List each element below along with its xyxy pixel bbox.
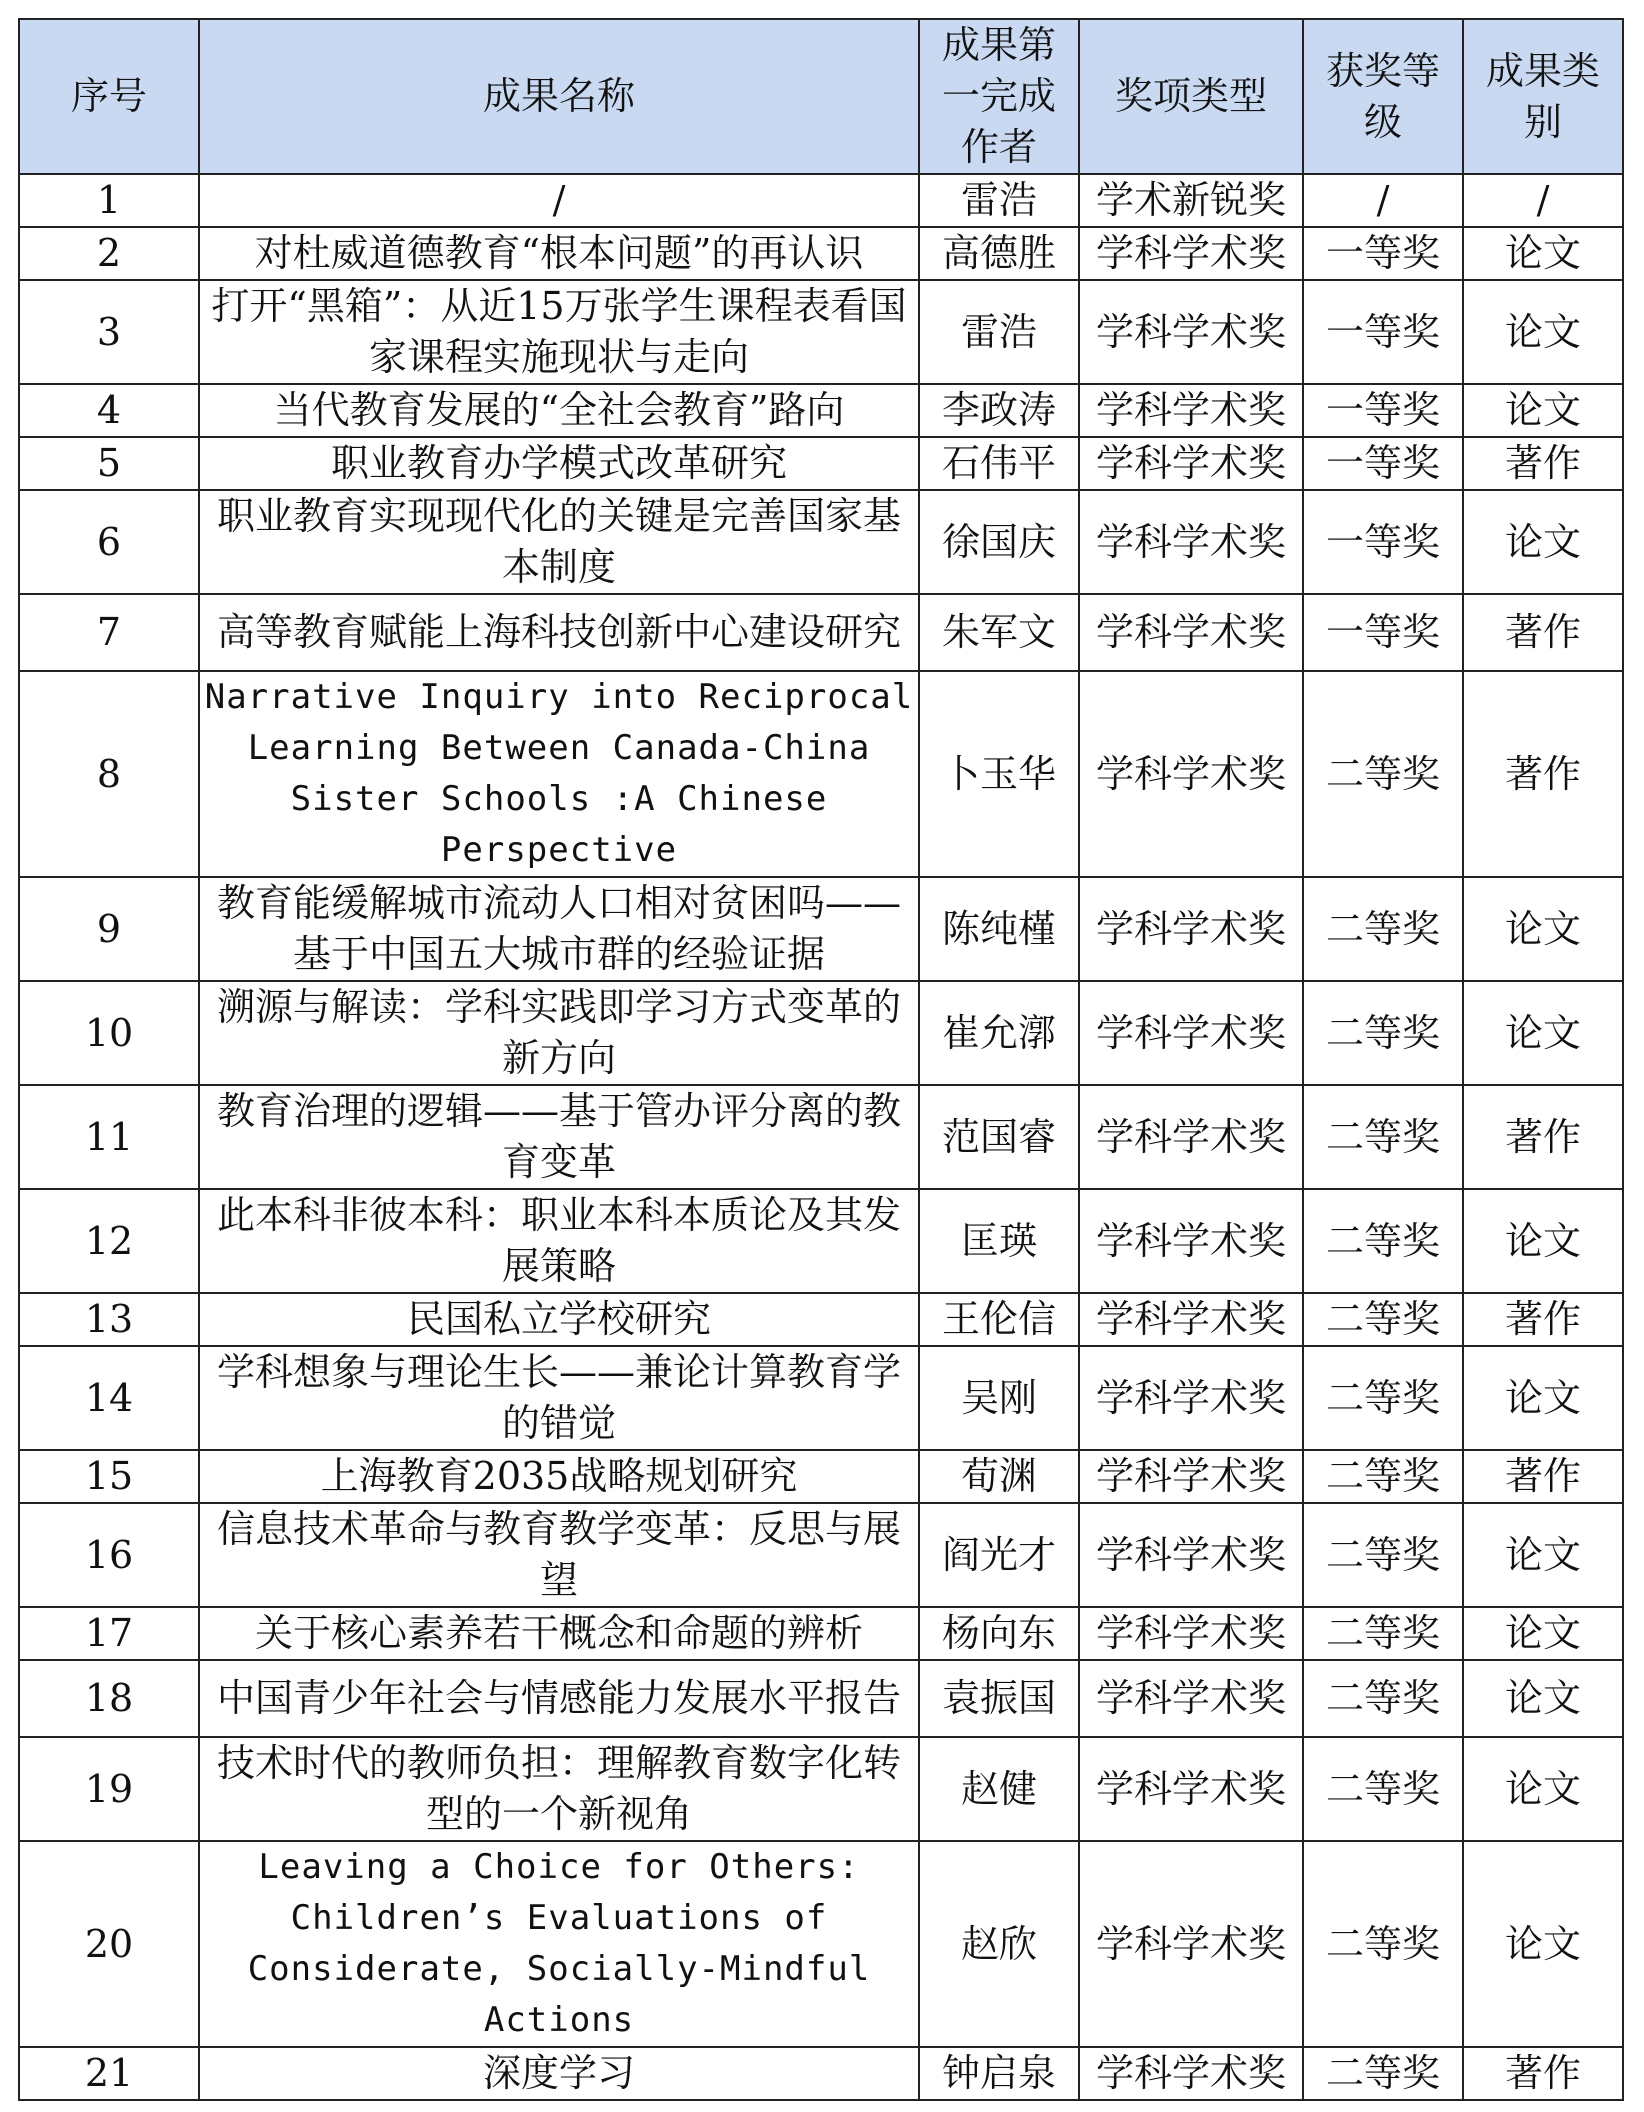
cell-award-type: 学科学术奖 [1079,280,1303,384]
cell-first-author: 袁振国 [919,1660,1079,1737]
cell-award-type: 学科学术奖 [1079,437,1303,490]
cell-achievement-title: / [199,174,919,227]
cell-serial-number: 11 [19,1085,199,1189]
cell-award-type: 学科学术奖 [1079,490,1303,594]
cell-achievement-category: 论文 [1463,1607,1623,1660]
cell-achievement-category: 论文 [1463,227,1623,280]
cell-first-author: 石伟平 [919,437,1079,490]
awards-sheet [18,18,1622,2101]
cell-first-author: 崔允漷 [919,981,1079,1085]
cell-serial-number: 12 [19,1189,199,1293]
cell-award-type: 学科学术奖 [1079,1607,1303,1660]
cell-achievement-category: 论文 [1463,1503,1623,1607]
cell-achievement-category: 论文 [1463,384,1623,437]
cell-award-type: 学科学术奖 [1079,1189,1303,1293]
cell-first-author: 杨向东 [919,1607,1079,1660]
table-row [19,280,1623,384]
cell-award-level: 二等奖 [1303,1085,1463,1189]
cell-first-author: 李政涛 [919,384,1079,437]
cell-achievement-title: Narrative Inquiry into Reciprocal Learning Between Canada-China Sister Schools :A Chinese Perspective [199,671,919,877]
cell-achievement-category: 论文 [1463,1660,1623,1737]
table-row [19,1737,1623,1841]
cell-achievement-category: 论文 [1463,1841,1623,2047]
cell-award-type: 学科学术奖 [1079,2047,1303,2100]
header-achievement-category: 成果类别 [1463,19,1623,174]
cell-award-level: 二等奖 [1303,1841,1463,2047]
cell-award-level: 一等奖 [1303,594,1463,671]
cell-serial-number: 21 [19,2047,199,2100]
cell-achievement-title: 职业教育办学模式改革研究 [199,437,919,490]
cell-award-level: 一等奖 [1303,490,1463,594]
cell-achievement-title: 教育能缓解城市流动人口相对贫困吗——基于中国五大城市群的经验证据 [199,877,919,981]
cell-achievement-category: 论文 [1463,280,1623,384]
cell-award-type: 学科学术奖 [1079,1346,1303,1450]
cell-serial-number: 18 [19,1660,199,1737]
table-row [19,1346,1623,1450]
header-award-level: 获奖等级 [1303,19,1463,174]
cell-achievement-category: 著作 [1463,594,1623,671]
cell-achievement-title: 关于核心素养若干概念和命题的辨析 [199,1607,919,1660]
cell-award-level: 二等奖 [1303,1660,1463,1737]
cell-first-author: 徐国庆 [919,490,1079,594]
cell-first-author: 雷浩 [919,280,1079,384]
cell-award-type: 学科学术奖 [1079,1450,1303,1503]
header-first-author: 成果第一完成作者 [919,19,1079,174]
cell-award-type: 学科学术奖 [1079,671,1303,877]
cell-award-type: 学科学术奖 [1079,981,1303,1085]
cell-award-type: 学科学术奖 [1079,1660,1303,1737]
cell-serial-number: 4 [19,384,199,437]
cell-award-level: 一等奖 [1303,437,1463,490]
table-row [19,1660,1623,1737]
cell-award-level: 二等奖 [1303,1189,1463,1293]
table-row [19,1841,1623,2047]
cell-achievement-title: 信息技术革命与教育教学变革：反思与展望 [199,1503,919,1607]
cell-first-author: 钟启泉 [919,2047,1079,2100]
cell-serial-number: 6 [19,490,199,594]
cell-award-type: 学科学术奖 [1079,1503,1303,1607]
cell-achievement-title: 民国私立学校研究 [199,1293,919,1346]
cell-award-level: 二等奖 [1303,671,1463,877]
cell-achievement-category: 论文 [1463,877,1623,981]
cell-award-level: 一等奖 [1303,280,1463,384]
cell-serial-number: 7 [19,594,199,671]
cell-achievement-category: 著作 [1463,1085,1623,1189]
cell-award-level: 二等奖 [1303,1450,1463,1503]
awards-table [18,18,1624,2101]
table-row [19,1607,1623,1660]
cell-award-type: 学科学术奖 [1079,1737,1303,1841]
cell-achievement-title: 溯源与解读：学科实践即学习方式变革的新方向 [199,981,919,1085]
cell-first-author: 赵欣 [919,1841,1079,2047]
header-serial-number: 序号 [19,19,199,174]
cell-serial-number: 13 [19,1293,199,1346]
cell-achievement-title: 学科想象与理论生长——兼论计算教育学的错觉 [199,1346,919,1450]
cell-first-author: 高德胜 [919,227,1079,280]
cell-serial-number: 14 [19,1346,199,1450]
table-row [19,877,1623,981]
cell-award-type: 学科学术奖 [1079,877,1303,981]
cell-serial-number: 17 [19,1607,199,1660]
cell-achievement-category: 论文 [1463,981,1623,1085]
cell-achievement-category: 著作 [1463,1293,1623,1346]
cell-achievement-category: 论文 [1463,1189,1623,1293]
cell-first-author: 卜玉华 [919,671,1079,877]
cell-achievement-category: / [1463,174,1623,227]
cell-award-level: 一等奖 [1303,227,1463,280]
cell-award-level: 二等奖 [1303,1293,1463,1346]
cell-serial-number: 2 [19,227,199,280]
cell-achievement-title: 深度学习 [199,2047,919,2100]
cell-achievement-category: 著作 [1463,437,1623,490]
cell-award-type: 学科学术奖 [1079,1841,1303,2047]
cell-achievement-title: 中国青少年社会与情感能力发展水平报告 [199,1660,919,1737]
table-header-row [19,19,1623,174]
header-award-type: 奖项类型 [1079,19,1303,174]
cell-first-author: 赵健 [919,1737,1079,1841]
header-achievement-title: 成果名称 [199,19,919,174]
table-row [19,1293,1623,1346]
cell-serial-number: 16 [19,1503,199,1607]
table-row [19,671,1623,877]
cell-award-level: 二等奖 [1303,1607,1463,1660]
cell-first-author: 朱军文 [919,594,1079,671]
cell-award-type: 学术新锐奖 [1079,174,1303,227]
cell-award-level: 二等奖 [1303,2047,1463,2100]
cell-achievement-title: Leaving a Choice for Others: Children’s Evaluations of Considerate, Socially-Mindful Actions [199,1841,919,2047]
cell-achievement-title: 当代教育发展的“全社会教育”路向 [199,384,919,437]
table-body [19,174,1623,2100]
cell-award-type: 学科学术奖 [1079,1293,1303,1346]
table-row [19,1503,1623,1607]
cell-award-level: 二等奖 [1303,1346,1463,1450]
cell-serial-number: 20 [19,1841,199,2047]
table-row [19,1189,1623,1293]
cell-achievement-title: 对杜威道德教育“根本问题”的再认识 [199,227,919,280]
cell-award-type: 学科学术奖 [1079,227,1303,280]
cell-first-author: 雷浩 [919,174,1079,227]
cell-achievement-title: 技术时代的教师负担：理解教育数字化转型的一个新视角 [199,1737,919,1841]
table-row [19,437,1623,490]
cell-first-author: 阎光才 [919,1503,1079,1607]
cell-achievement-category: 著作 [1463,1450,1623,1503]
cell-first-author: 陈纯槿 [919,877,1079,981]
cell-achievement-title: 高等教育赋能上海科技创新中心建设研究 [199,594,919,671]
cell-achievement-title: 此本科非彼本科：职业本科本质论及其发展策略 [199,1189,919,1293]
cell-serial-number: 10 [19,981,199,1085]
table-row [19,227,1623,280]
cell-achievement-title: 打开“黑箱”：从近15万张学生课程表看国家课程实施现状与走向 [199,280,919,384]
cell-serial-number: 9 [19,877,199,981]
cell-serial-number: 1 [19,174,199,227]
cell-achievement-category: 著作 [1463,671,1623,877]
cell-award-level: 二等奖 [1303,1503,1463,1607]
cell-award-type: 学科学术奖 [1079,384,1303,437]
cell-award-level: 二等奖 [1303,1737,1463,1841]
cell-first-author: 匡瑛 [919,1189,1079,1293]
cell-award-level: 二等奖 [1303,981,1463,1085]
cell-achievement-category: 著作 [1463,2047,1623,2100]
table-row [19,594,1623,671]
cell-achievement-category: 论文 [1463,490,1623,594]
table-row [19,174,1623,227]
cell-serial-number: 19 [19,1737,199,1841]
cell-achievement-title: 教育治理的逻辑——基于管办评分离的教育变革 [199,1085,919,1189]
cell-serial-number: 3 [19,280,199,384]
table-row [19,1085,1623,1189]
cell-achievement-title: 上海教育2035战略规划研究 [199,1450,919,1503]
cell-award-level: / [1303,174,1463,227]
cell-first-author: 吴刚 [919,1346,1079,1450]
table-row [19,384,1623,437]
cell-award-level: 一等奖 [1303,384,1463,437]
cell-award-level: 二等奖 [1303,877,1463,981]
cell-award-type: 学科学术奖 [1079,1085,1303,1189]
table-row [19,490,1623,594]
table-row [19,981,1623,1085]
table-row [19,2047,1623,2100]
cell-first-author: 王伦信 [919,1293,1079,1346]
cell-serial-number: 15 [19,1450,199,1503]
cell-serial-number: 8 [19,671,199,877]
cell-achievement-category: 论文 [1463,1346,1623,1450]
cell-serial-number: 5 [19,437,199,490]
cell-first-author: 范国睿 [919,1085,1079,1189]
cell-achievement-category: 论文 [1463,1737,1623,1841]
cell-first-author: 荀渊 [919,1450,1079,1503]
table-row [19,1450,1623,1503]
cell-achievement-title: 职业教育实现现代化的关键是完善国家基本制度 [199,490,919,594]
cell-award-type: 学科学术奖 [1079,594,1303,671]
